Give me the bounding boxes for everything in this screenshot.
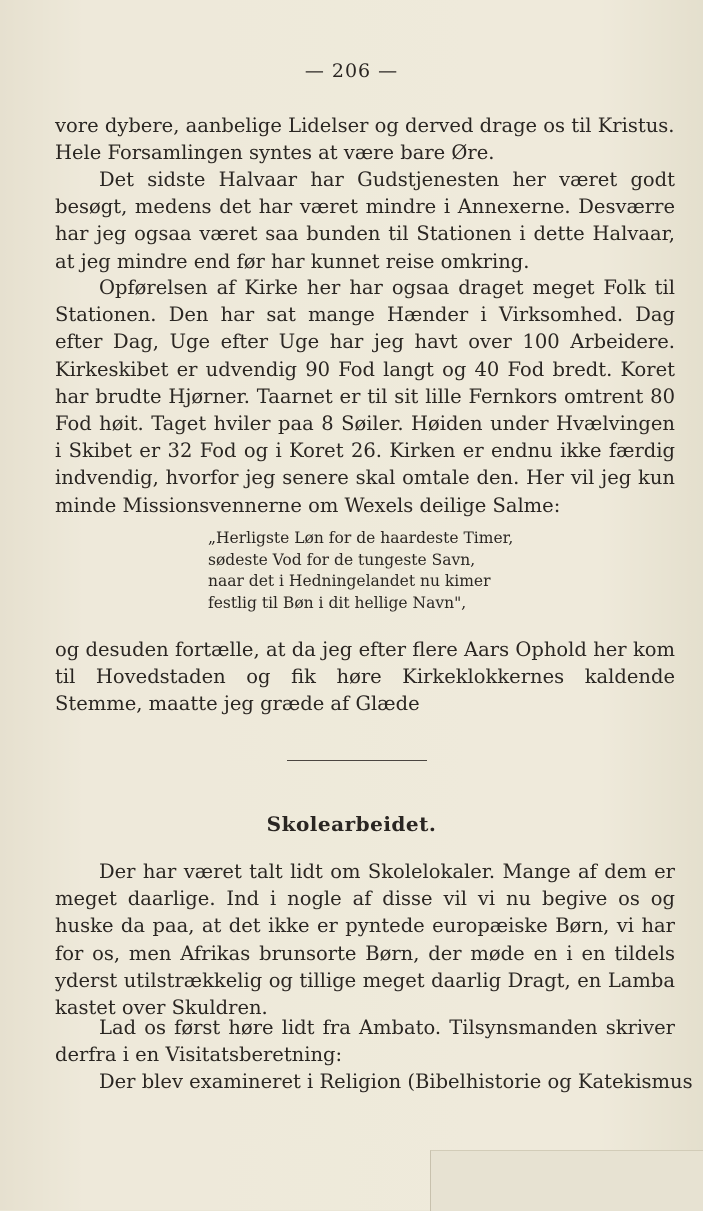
paragraph-gudstjeneste: Det sidste Halvaar har Gudstjenesten her været godt besøgt, medens det har været mindre i Annexerne. Desværre har jeg ogsaa været saa bunden til Stationen i dette Halvaar, at jeg mindre end før har kunnet reise omkring. — [55, 168, 675, 273]
paragraph-continued — [55, 112, 675, 166]
page-edge-shadow — [430, 1150, 703, 1211]
page-number: — 206 — — [304, 60, 399, 82]
paragraph-fortaelle: og desuden fortælle, at da jeg efter flere Aars Ophold her kom til Hovedstaden og fik høre Kirkeklokkernes kaldende Stemme, maatte jeg græde af Glæde — [55, 638, 675, 716]
text-line: Hele Forsamlingen syntes at være bare Øre. — [55, 141, 495, 165]
paragraph-kirke: Opførelsen af Kirke her har ogsaa draget meget Folk til Stationen. Den har sat mange Hænder i Virksomhed. Dag efter Dag, Uge efter Uge har jeg havt over 100 Arbeidere. Kirkeskibet er udvendig 90 Fod langt og 40 Fod bredt. Koret har brudte Hjørner. Taarnet er til sit lille Fernkors omtrent 80 Fod høit. Taget hviler paa 8 Søiler. Høiden under Hvælvingen i Skibet er 32 Fod og i Koret 26. Kirken er endnu ikke færdig indvendig, hvorfor jeg senere skal omtale den. Her vil jeg kun minde Missionsvennerne om Wexels deilige Salme: — [55, 276, 675, 517]
paragraph-ambato: Lad os først høre lidt fra Ambato. Tilsynsmanden skriver derfra i en Visitatsberetning: — [55, 1016, 675, 1067]
hymn-quote — [208, 528, 628, 614]
section-divider — [287, 760, 427, 761]
paragraph-skolelokaler: Der har været talt lidt om Skolelokaler. Mange af dem er meget daarlige. Ind i nogle af disse vil vi nu begive os og huske da paa, at det ikke er pyntede europæiske Børn, vi har for os, men Afrikas brunsorte Børn, der møde en i en tildels yderst utilstrækkelig og tillige meget daarlig Dragt, en Lamba kastet over Skuldren. — [55, 860, 675, 1020]
text-line: vore dybere, aanbelige Lidelser og derved drage os til Kristus. — [55, 114, 675, 137]
paragraph-examineret: Der blev examineret i Religion (Bibelhistorie og Katekismus — [99, 1070, 693, 1093]
hymn-line: „Herligste Løn for de haardeste Timer, — [208, 529, 514, 547]
hymn-line: naar det i Hedningelandet nu kimer — [208, 572, 491, 590]
hymn-line: sødeste Vod for de tungeste Savn, — [208, 550, 476, 569]
hymn-line: festlig til Bøn i dit hellige Navn", — [208, 593, 467, 612]
section-heading: Skolearbeidet. — [266, 812, 437, 836]
